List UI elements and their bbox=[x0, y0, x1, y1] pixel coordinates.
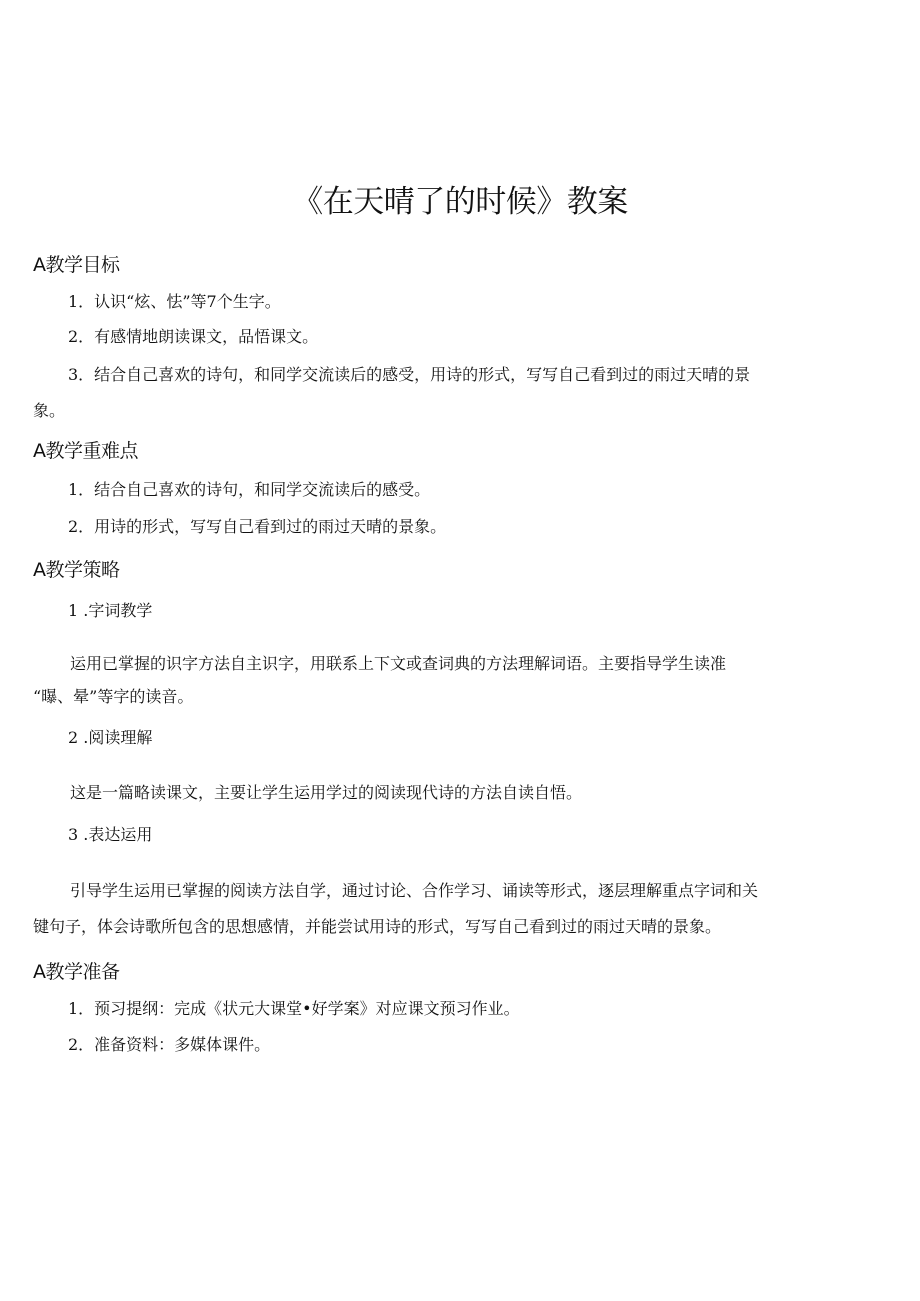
strategy-text-2: 这是一篇略读课文，主要让学生运用学过的阅读现代诗的方法自读自悟。 bbox=[70, 783, 583, 802]
strategy-text-1-line-1: 运用已掌握的识字方法自主识字，用联系上下文或查词典的方法理解词语。主要指导学生读准 bbox=[70, 654, 727, 673]
strategy-text-3-line-1: 引导学生运用已掌握的阅读方法自学，通过讨论、合作学习、诵读等形式，逐层理解重点字词和关 bbox=[70, 881, 759, 900]
strategy-text-3-line-2: 键句子，体会诗歌所包含的思想感情，并能尝试用诗的形式，写写自己看到过的雨过天晴的景象。 bbox=[33, 917, 722, 936]
goal-item-3: 3．结合自己喜欢的诗句，和同学交流读后的感受，用诗的形式，写写自己看到过的雨过天晴的景 bbox=[68, 365, 751, 384]
section-heading-strategy: A教学策略 bbox=[33, 559, 120, 581]
document-title: 《在天晴了的时候》教案 bbox=[292, 184, 628, 220]
preparation-item-2: 2．准备资料：多媒体课件。 bbox=[68, 1035, 271, 1054]
strategy-subheading-2: 2 .阅读理解 bbox=[68, 728, 153, 747]
key-point-item-2: 2．用诗的形式，写写自己看到过的雨过天晴的景象。 bbox=[68, 517, 447, 536]
strategy-subheading-3: 3 .表达运用 bbox=[68, 825, 153, 844]
section-heading-goals: A教学目标 bbox=[33, 254, 120, 276]
goal-item-1: 1．认识“炫、怯”等7个生字。 bbox=[68, 292, 281, 311]
section-heading-key-points: A教学重难点 bbox=[33, 440, 138, 462]
strategy-subheading-1: 1 .字词教学 bbox=[68, 601, 153, 620]
key-point-item-1: 1．结合自己喜欢的诗句，和同学交流读后的感受。 bbox=[68, 480, 431, 499]
section-heading-preparation: A教学准备 bbox=[33, 961, 120, 983]
goal-item-2: 2．有感情地朗读课文，品悟课文。 bbox=[68, 327, 319, 346]
strategy-text-1-line-2: “曝、晕”等字的读音。 bbox=[33, 687, 194, 706]
preparation-item-1: 1．预习提纲：完成《状元大课堂•好学案》对应课文预习作业。 bbox=[68, 999, 520, 1018]
goal-item-3-continued: 象。 bbox=[33, 401, 66, 420]
